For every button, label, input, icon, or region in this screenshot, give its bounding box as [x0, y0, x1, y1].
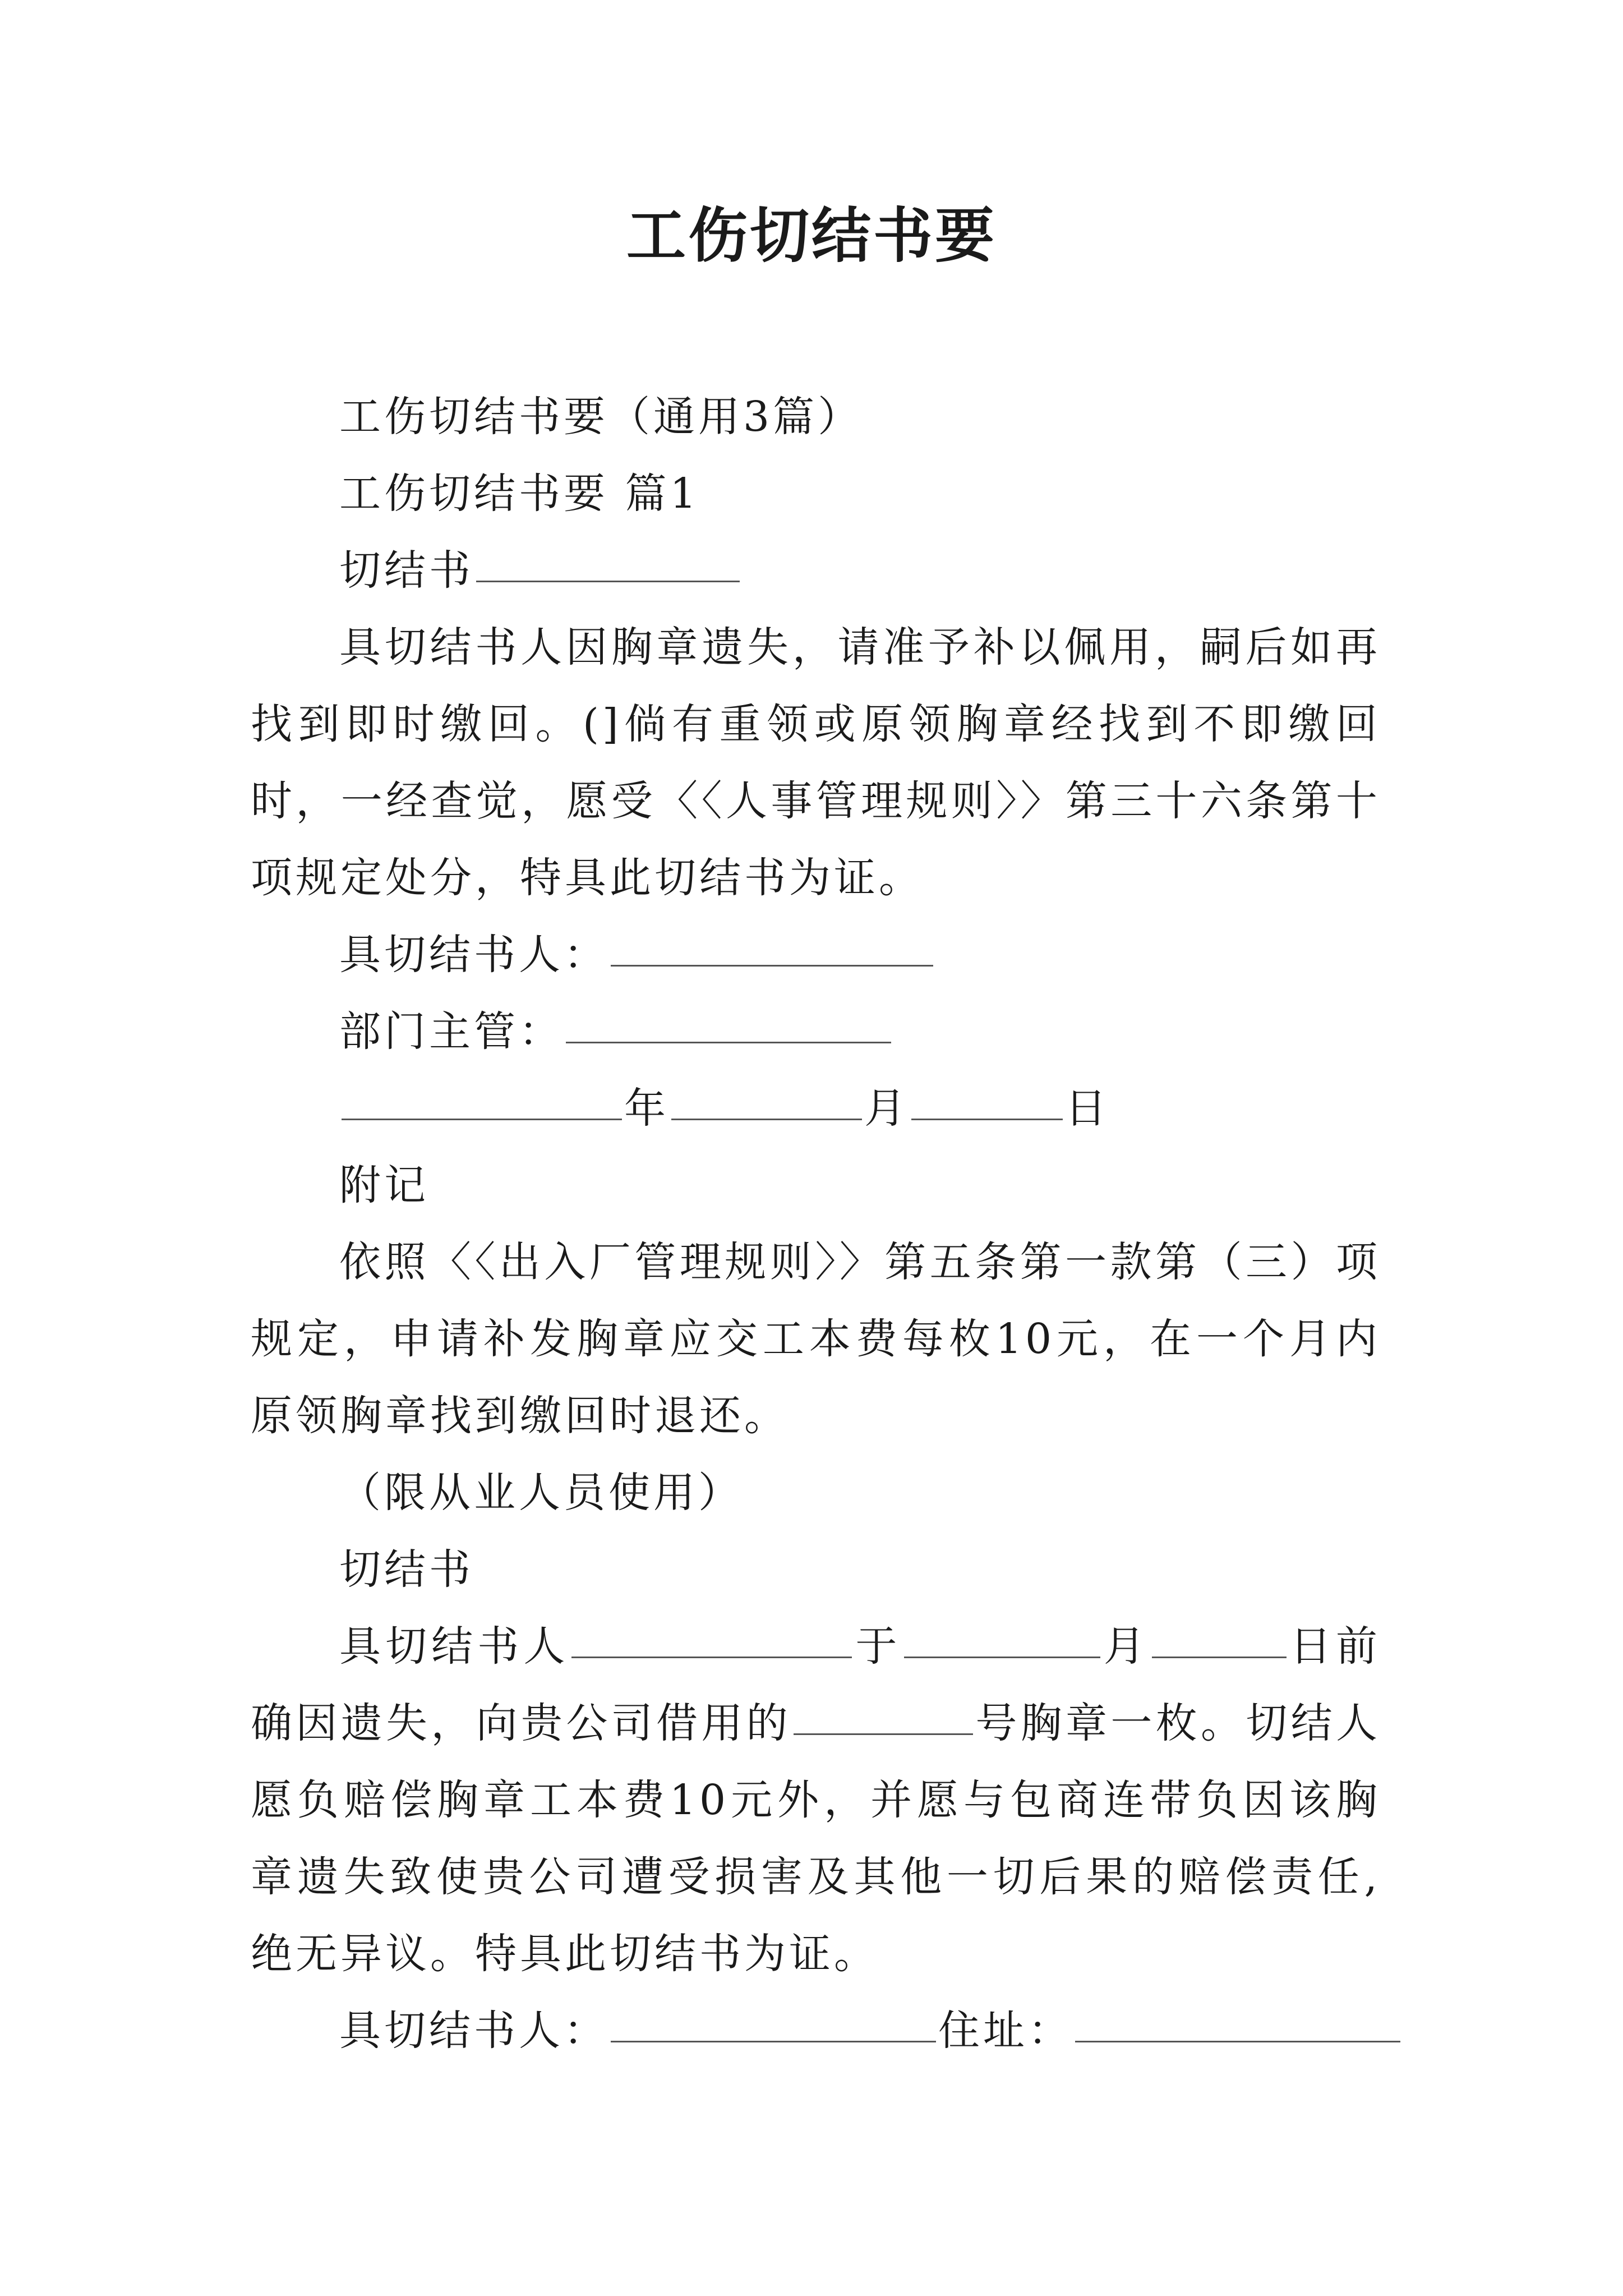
affidavit-heading-2 — [251, 1531, 1381, 1608]
supervisor-blank — [566, 1041, 891, 1043]
p2-text-d: 日前确因遗失，向贵公司借用的 — [251, 1622, 1381, 1747]
note-heading-text: 附记 — [339, 1161, 429, 1209]
affidavit-paragraph-2 — [251, 1608, 1381, 1993]
signer-line — [251, 917, 1381, 993]
document-body — [251, 379, 1381, 2069]
month-label: 月 — [864, 1084, 909, 1133]
date-line — [251, 1070, 1381, 1147]
month-blank — [671, 1118, 862, 1120]
day-blank — [911, 1118, 1063, 1120]
supervisor-label: 部门主管： — [339, 1007, 564, 1056]
signer-blank-2 — [611, 2040, 936, 2042]
signer-blank — [611, 964, 933, 967]
p2-number-blank — [794, 1733, 973, 1735]
note-heading — [251, 1147, 1381, 1224]
signer-address-line — [251, 1993, 1381, 2069]
p2-signer-blank — [571, 1656, 852, 1658]
usage-note — [251, 1455, 1381, 1531]
section-heading — [251, 455, 1381, 532]
p2-text-c: 月 — [1102, 1622, 1150, 1671]
signer-label: 具切结书人： — [339, 931, 608, 979]
address-blank — [1075, 2040, 1400, 2042]
affidavit-heading — [251, 532, 1381, 609]
supervisor-line — [251, 993, 1381, 1070]
section-heading-text: 工伤切结书要 篇1 — [339, 470, 700, 518]
affidavit-heading-blank — [476, 580, 740, 582]
signer-label-2: 具切结书人： — [339, 2007, 608, 2055]
subtitle-text: 工伤切结书要（通用3篇） — [339, 393, 863, 441]
p2-day-blank — [1152, 1656, 1287, 1658]
affidavit-paragraph: 具切结书人因胸章遗失，请准予补以佩用，嗣后如再找到即时缴回。(]倘有重领或原领胸章经找到不即缴回时，一经查觉，愿受〈〈人事管理规则〉〉第三十六条第十项规定处分，特具此切结书为证。 — [251, 623, 1381, 902]
p2-month-blank — [904, 1656, 1100, 1658]
day-label: 日 — [1065, 1084, 1110, 1133]
p2-text-e: 号胸章一枚。切结人愿负赔偿胸章工本费10元外，并愿与包商连带负因该胸章遗失致使贵公司遭受损害及其他一切后果的赔偿责任,绝无异议。特具此切结书为证。 — [251, 1699, 1381, 1978]
affidavit-heading-text: 切结书 — [339, 546, 474, 595]
year-blank — [342, 1118, 622, 1120]
year-label: 年 — [624, 1084, 669, 1133]
document-title: 工伤切结书要 — [626, 200, 997, 270]
affidavit-heading-2-text: 切结书 — [339, 1545, 474, 1594]
usage-note-text: （限从业人员使用） — [339, 1469, 743, 1517]
subtitle-line — [251, 379, 1381, 455]
note-paragraph: 依照〈〈出入厂管理规则〉〉第五条第一款第（三）项规定，申请补发胸章应交工本费每枚10元，在一个月内原领胸章找到缴回时退还。 — [251, 1238, 1381, 1440]
p2-text-a: 具切结书人 — [339, 1622, 570, 1671]
address-label: 住址： — [938, 2007, 1073, 2055]
p2-text-b: 于 — [854, 1622, 902, 1671]
